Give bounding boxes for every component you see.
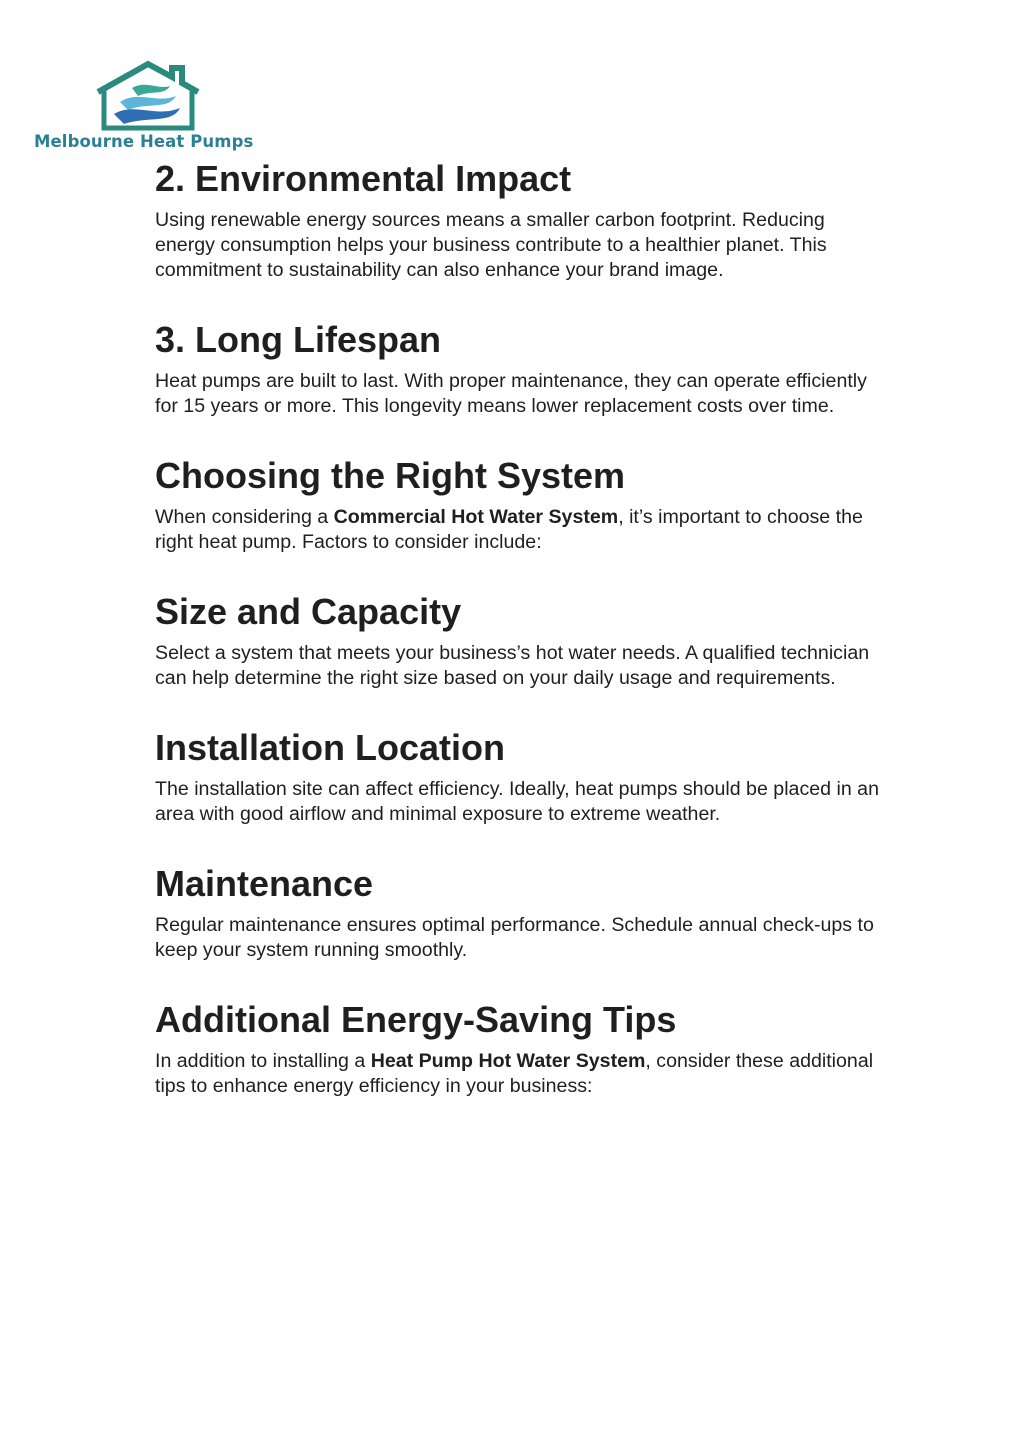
bold-term: Commercial Hot Water System: [333, 506, 619, 528]
section-heading: Installation Location: [155, 727, 506, 768]
section-body: [155, 1049, 885, 1099]
house-waves-icon: [94, 60, 204, 132]
section-body: Regular maintenance ensures optimal performance. Schedule annual check-ups to keep your system running smoothly.: [155, 914, 874, 961]
body-text: , it’s important to choose the right heat pump. Factors to consider include:: [155, 506, 863, 553]
section-maintenance: [155, 861, 885, 963]
section-heading: 3. Long Lifespan: [155, 319, 442, 360]
section-heading: 2. Environmental Impact: [155, 158, 572, 199]
body-text: When considering a: [155, 506, 334, 528]
body-text: In addition to installing a: [155, 1050, 371, 1072]
bold-term: Heat Pump Hot Water System: [370, 1050, 646, 1072]
section-body: [155, 505, 885, 555]
section-installation-location: [155, 725, 885, 827]
section-long-lifespan: [155, 317, 885, 419]
section-body: Using renewable energy sources means a smaller carbon footprint. Reducing energy consumption helps your business contribute to a healthier planet. This commitment to sustainability can also enhance your brand image.: [155, 209, 827, 281]
body-text: , consider these additional tips to enhance energy efficiency in your business:: [155, 1050, 874, 1097]
section-body: The installation site can affect efficiency. Ideally, heat pumps should be placed in an area with good airflow and minimal exposure to extreme weather.: [155, 778, 879, 825]
section-body: Select a system that meets your business’s hot water needs. A qualified technician can help determine the right size based on your daily usage and requirements.: [155, 642, 870, 689]
section-heading: Choosing the Right System: [155, 455, 626, 496]
section-choosing-right-system: [155, 453, 885, 555]
document-body: [155, 156, 885, 1099]
section-body: Heat pumps are built to last. With proper maintenance, they can operate efficiently for 15 years or more. This longevity means lower replacement costs over time.: [155, 370, 867, 417]
brand-name: Melbourne Heat Pumps: [34, 132, 254, 151]
section-heading: Additional Energy-Saving Tips: [155, 999, 677, 1040]
section-size-and-capacity: [155, 589, 885, 691]
section-heading: Maintenance: [155, 863, 374, 904]
section-environmental-impact: [155, 156, 885, 283]
section-additional-tips: [155, 997, 885, 1099]
brand-logo: [32, 60, 264, 152]
section-heading: Size and Capacity: [155, 591, 462, 632]
